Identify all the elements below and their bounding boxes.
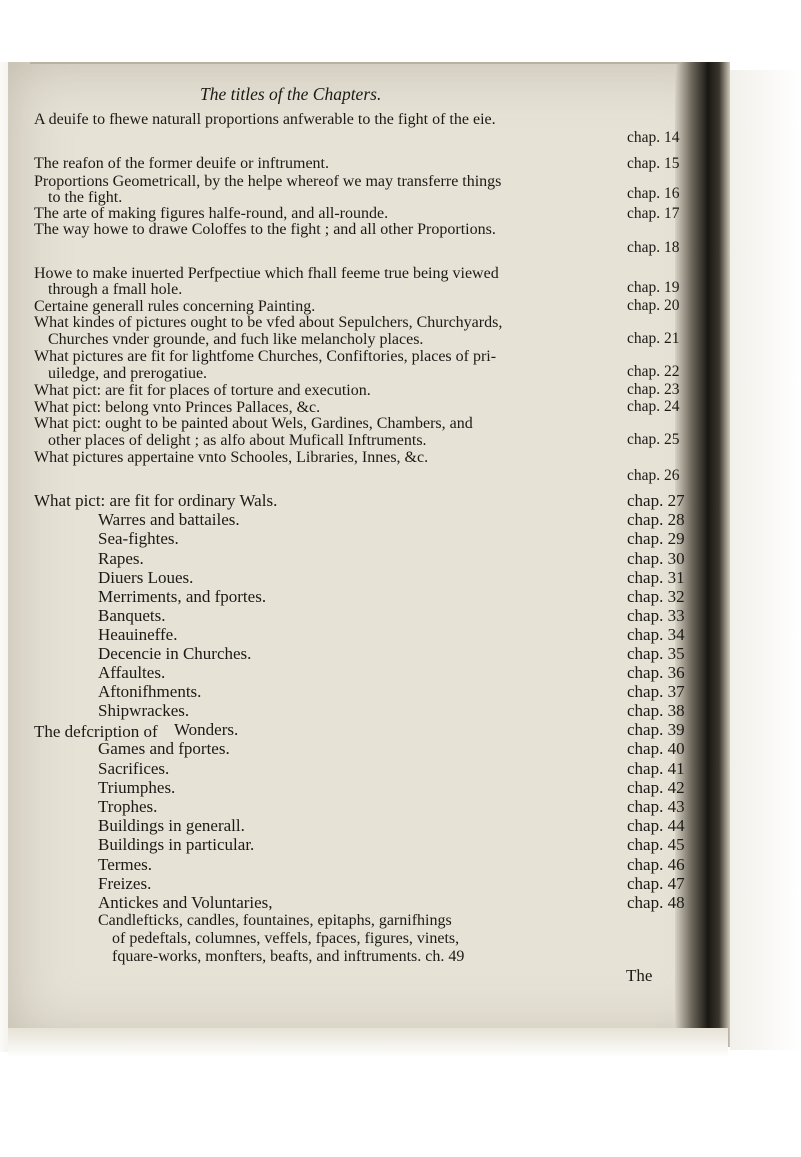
list-chap: chap. 33: [627, 606, 685, 625]
entry-chap: chap. 19: [627, 279, 680, 296]
list-item: Sea-fightes.: [98, 529, 179, 548]
list-chap: chap. 28: [627, 510, 685, 529]
list-chap: chap. 42: [627, 778, 685, 797]
list-chap: chap. 43: [627, 797, 685, 816]
final-entry-line: Candlefticks, candles, fountaines, epitaphs, garnifhings: [98, 912, 452, 929]
list-chap: chap. 39: [627, 720, 685, 739]
final-entry-line: of pedeftals, columnes, veffels, fpaces, figures, vinets,: [112, 930, 460, 947]
entry-chap: chap. 14: [627, 129, 680, 146]
list-item: Wonders.: [174, 720, 239, 739]
list-chap: chap. 41: [627, 759, 685, 778]
running-head: The titles of the Chapters.: [200, 84, 382, 104]
entry-line: What pict: are fit for places of torture and execution.: [34, 382, 371, 399]
list-chap: chap. 32: [627, 587, 685, 606]
list-chap: chap. 38: [627, 701, 685, 720]
entry-chap: chap. 21: [627, 330, 680, 347]
entry-line: The way howe to drawe Coloffes to the fight ; and all other Proportions.: [34, 221, 496, 238]
list-item: Aftonifhments.: [98, 682, 202, 701]
list-item: Freizes.: [98, 874, 152, 893]
list-chap: chap. 29: [627, 529, 685, 548]
entry-line: other places of delight ; as alfo about Muficall Inftruments.: [48, 432, 427, 449]
entry-line: to the fight.: [48, 189, 123, 206]
list-item: Buildings in particular.: [98, 835, 255, 854]
list-item: Termes.: [98, 855, 153, 874]
list-item: Buildings in generall.: [98, 816, 245, 835]
entry-line: through a fmall hole.: [48, 281, 183, 298]
entry-chap: chap. 15: [627, 155, 680, 172]
list-item: Banquets.: [98, 606, 166, 625]
entry-chap: chap. 20: [627, 297, 680, 314]
entry-chap: chap. 24: [627, 398, 680, 415]
list-item: Antickes and Voluntaries,: [98, 893, 273, 912]
entry-line: What kindes of pictures ought to be vfed about Sepulchers, Churchyards,: [34, 314, 503, 331]
list-item: Affaultes.: [98, 663, 166, 682]
list-item: Trophes.: [98, 797, 158, 816]
list-chap: chap. 47: [627, 874, 685, 893]
top-edge-rule: [30, 62, 680, 64]
entry-line: uiledge, and prerogatiue.: [48, 365, 208, 382]
list-chap: chap. 48: [627, 893, 685, 912]
list-chap: chap. 36: [627, 663, 685, 682]
entry-line: What pict: ought to be painted about Wels, Gardines, Chambers, and: [34, 415, 473, 432]
entry-line: What pictures are fit for lightfome Churches, Confiftories, places of pri-: [34, 348, 497, 365]
list-chap: chap. 44: [627, 816, 685, 835]
entry-chap: chap. 25: [627, 431, 680, 448]
entry-chap: chap. 18: [627, 239, 680, 256]
list-item: Games and fportes.: [98, 739, 230, 758]
final-entry-line: fquare-works, monfters, beafts, and inftruments. ch. 49: [112, 948, 465, 965]
list-chap: chap. 34: [627, 625, 685, 644]
page-bottom-fade: [8, 1028, 728, 1058]
entry-line: The arte of making figures halfe-round, and all-rounde.: [34, 205, 389, 222]
list-chap: chap. 27: [627, 491, 685, 510]
entry-line: Proportions Geometricall, by the helpe whereof we may transferre things: [34, 173, 502, 190]
list-chap: chap. 30: [627, 549, 685, 568]
list-item: Merriments, and fportes.: [98, 587, 267, 606]
description-prefix: The defcription of: [34, 722, 158, 741]
list-chap: chap. 31: [627, 568, 685, 587]
list-item: Triumphes.: [98, 778, 176, 797]
list-intro: What pict: are fit for ordinary Wals.: [34, 491, 278, 510]
entry-chap: chap. 17: [627, 205, 680, 222]
entry-chap: chap. 26: [627, 467, 680, 484]
entry-line: Howe to make inuerted Perfpectiue which fhall feeme true being viewed: [34, 265, 499, 282]
entry-line: What pict: belong vnto Princes Pallaces, &c.: [34, 399, 321, 416]
page-right-margin: [730, 70, 801, 1050]
list-item: Diuers Loues.: [98, 568, 194, 587]
list-chap: chap. 37: [627, 682, 685, 701]
list-chap: chap. 35: [627, 644, 685, 663]
entry-line: Certaine generall rules concerning Painting.: [34, 298, 316, 315]
entry-line: A deuife to fhewe naturall proportions anfwerable to the fight of the eie.: [34, 111, 496, 128]
list-item: Warres and battailes.: [98, 510, 240, 529]
list-chap: chap. 40: [627, 739, 685, 758]
list-item: Sacrifices.: [98, 759, 170, 778]
entry-chap: chap. 22: [627, 363, 680, 380]
list-item: Rapes.: [98, 549, 144, 568]
entry-chap: chap. 16: [627, 185, 680, 202]
entry-line: The reafon of the former deuife or inftrument.: [34, 155, 329, 172]
entry-line: Churches vnder grounde, and fuch like melancholy places.: [48, 331, 424, 348]
list-item: Shipwrackes.: [98, 701, 190, 720]
list-item: Decencie in Churches.: [98, 644, 252, 663]
entry-line: What pictures appertaine vnto Schooles, Libraries, Innes, &c.: [34, 449, 429, 466]
list-item: Heauineffe.: [98, 625, 178, 644]
catchword: The: [626, 966, 653, 985]
list-chap: chap. 45: [627, 835, 685, 854]
list-chap: chap. 46: [627, 855, 685, 874]
entry-chap: chap. 23: [627, 381, 680, 398]
